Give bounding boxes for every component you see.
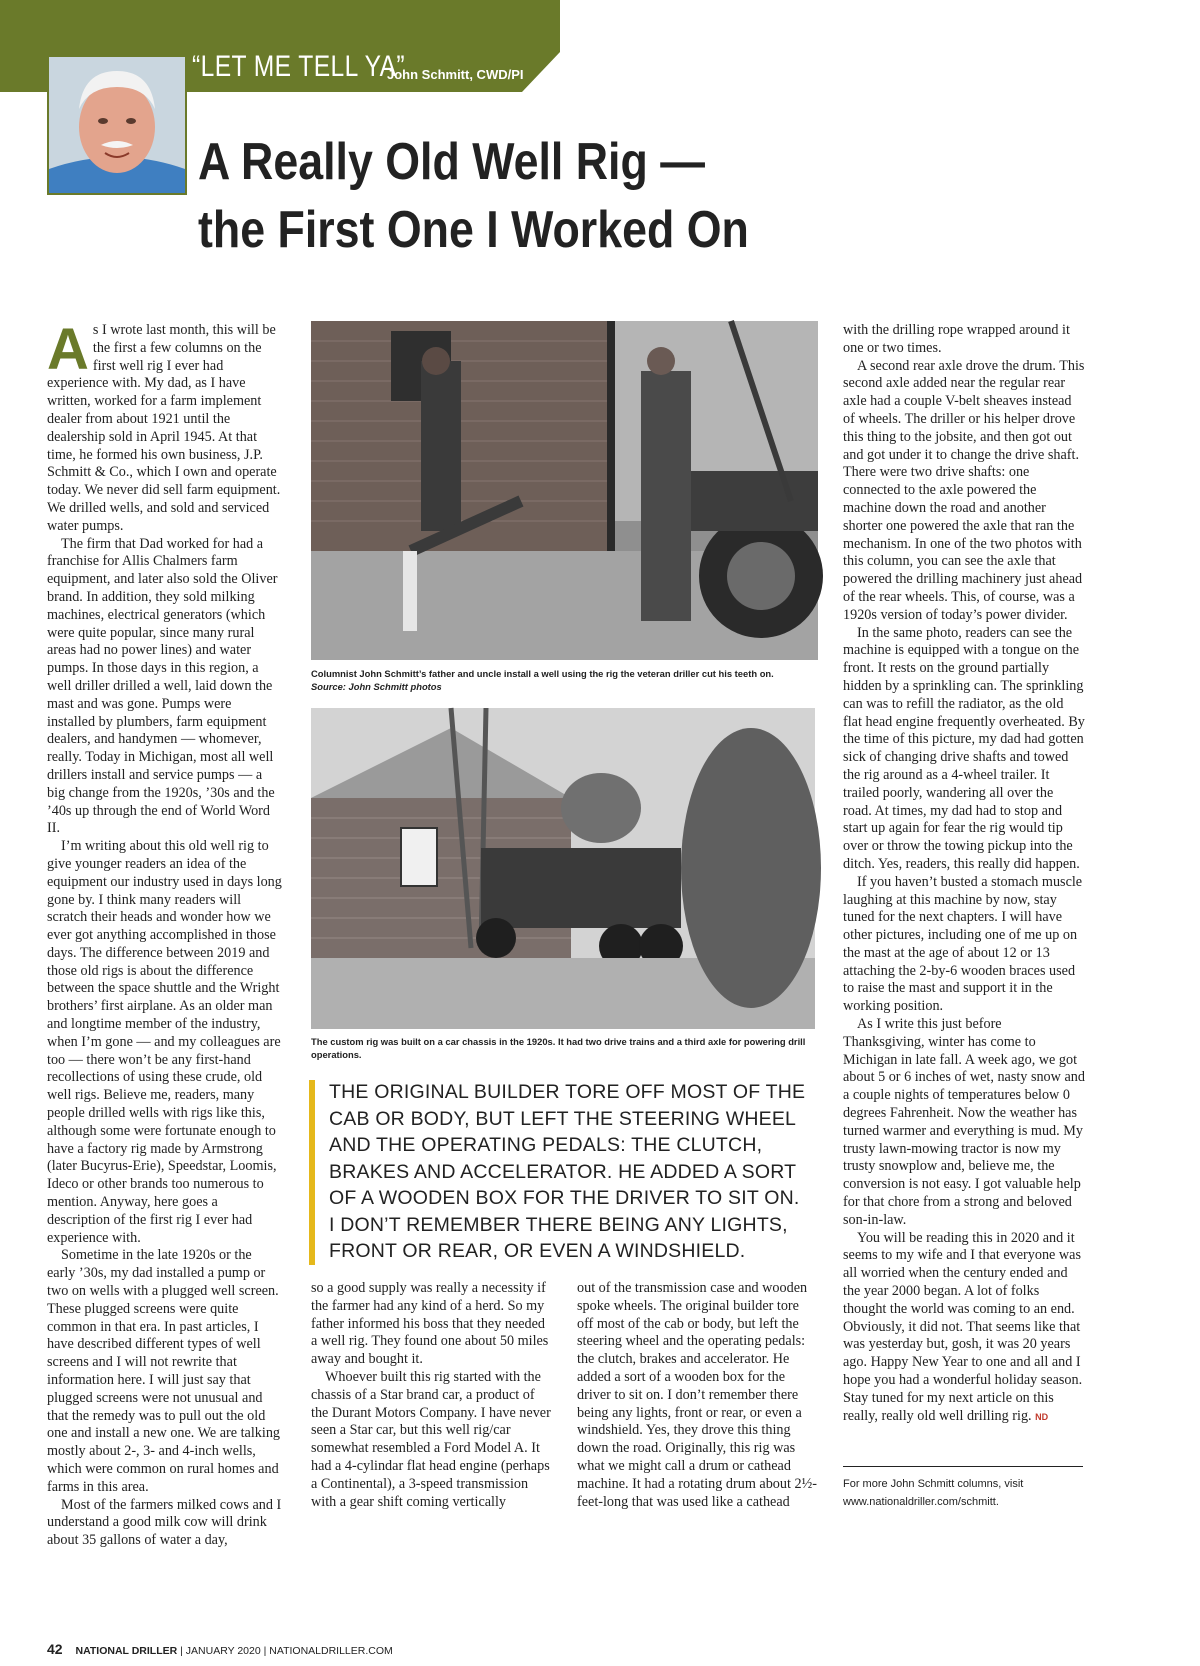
- title-line-1: A Really Old Well Rig —: [198, 133, 705, 191]
- paragraph: out of the transmission case and wooden spoke wheels. The original builder tore off most of the cab or body, but left the steering wheel and the operating pedals: the clutch, brakes and accelerator. He added a sort of a wooden box for the driver to sit on. I don’t remember there being any lights, front or rear, or even a windshield. Yes, they drove this thing down the road. Originally, this rig was what we might call a drum or cathead machine. It had a rotating drum about 2½-feet-long that was used like a cathead: [577, 1280, 817, 1510]
- publication-name: NATIONAL DRILLER: [75, 1645, 178, 1657]
- column-kicker: [192, 50, 524, 84]
- paragraph: As I wrote last month, this will be the first a few columns on the first well rig I ever had experience with. My dad, as I have written, worked for a farm implement dealer from about 1921 until the dealership sold in April 1945. At that time, he formed his own business, J.P. Schmitt & Co., which I own and operate today. We never did sell farm equipment. We drilled wells, and sold and serviced water pumps.: [47, 317, 281, 534]
- website-link[interactable]: NATIONALDRILLER.COM: [269, 1645, 393, 1657]
- photo-well-install: [311, 321, 818, 660]
- body-column-1: [47, 317, 283, 1549]
- footer-separator: |: [263, 1645, 270, 1657]
- article-title: [198, 128, 749, 264]
- pullquote: THE ORIGINAL BUILDER TORE OFF MOST OF THE CAB OR BODY, BUT LEFT THE STEERING WHEEL AND THE OPERATING PEDALS: THE CLUTCH, BRAKES AND ACCELERATOR. HE ADDED A SORT OF A WOODEN BOX FOR THE DRIVER TO SIT ON. I DON’T REMEMBER THERE BEING ANY LIGHTS, FRONT OR REAR, OR EVEN A WINDSHIELD.: [329, 1081, 806, 1262]
- photo-rig-on-car-chassis: [311, 708, 815, 1029]
- caption-text: The custom rig was built on a car chassis in the 1920s. It had two drive trains and a third axle for powering drill operations.: [311, 1036, 806, 1060]
- footer-separator: |: [180, 1645, 186, 1657]
- end-mark: ND: [1035, 1411, 1049, 1422]
- page-footer: [47, 1641, 393, 1657]
- photo-2-caption: [311, 1035, 816, 1061]
- drop-cap: A: [47, 317, 89, 382]
- pullquote-accent-bar: [309, 1080, 315, 1265]
- author-byline: John Schmitt, CWD/PI: [387, 67, 524, 82]
- column-name: “LET ME TELL YA”: [192, 50, 406, 83]
- issue-date: JANUARY 2020: [185, 1645, 261, 1657]
- author-headshot: [47, 55, 187, 195]
- title-line-2: the First One I Worked On: [198, 201, 749, 259]
- caption-text: Columnist John Schmitt’s father and uncle install a well using the rig the veteran driller cut his teeth on.: [311, 668, 774, 679]
- body-column-4: [843, 322, 1085, 1462]
- paragraph: If you haven’t busted a stomach muscle laughing at this machine by now, stay tuned for the next chapters. I will have other pictures, including one of me up on the mast at the age of about 12 or 13 attaching the 2-by-6 wooden braces used to raise the mast and support it in the working position.: [843, 873, 1083, 1015]
- photo-1-caption: [311, 667, 821, 693]
- paragraph: A second rear axle drove the drum. This second axle added near the regular rear axle had a couple V-belt sheaves instead of wheels. The driller or his helper drove this thing to the jobsite, and then got out and got under it to change the drive shaft. There were two drive shafts: one connected to the axle powered the machine down the road and another shorter one powered the axle that ran the mechanism. In one of the two photos with this column, you can see the axle that powered the drilling machinery just ahead of the rear wheels. This, of course, was a 1920s version of today’s power divider.: [843, 357, 1085, 623]
- footnote: For more John Schmitt columns, visit www.nationaldriller.com/schmitt.: [843, 1478, 1024, 1508]
- paragraph: with the drilling rope wrapped around it one or two times.: [843, 322, 1070, 356]
- paragraph: I’m writing about this old well rig to give younger readers an idea of the equipment our industry used in days long gone by. I think many readers will scratch their heads and wonder how we ever got anything accomplished in those days. The difference between 2019 and those old rigs is about the difference between the space shuttle and the Wright brothers’ first airplane. As an older man and longtime member of the industry, when I’m gone — and my colleagues are too — there won’t be any first-hand recollections of using these crude, old well rigs. Believe me, readers, many people drilled wells with rigs like this, although some were fortunate enough to have a factory rig made by Armstrong (later Bucyrus-Erie), Speedstar, Loomis, Ideco or other brands too numerous to mention. Anyway, here goes a description of the first rig I ever had experience with.: [47, 838, 282, 1246]
- paragraph: You will be reading this in 2020 and it seems to my wife and I that everyone was all worried when the century ended and the year 2000 began. A lot of folks thought the world was coming to an end. Obviously, it did not. That seems like that was yesterday but, gosh, it was 20 years ago. Happy New Year to one and all and I hope you had a wonderful holiday season. Stay tuned for my next article on this really, really old well drilling rig. ND: [843, 1229, 1083, 1424]
- body-column-2: [311, 1280, 551, 1515]
- paragraph: Most of the farmers milked cows and I understand a good milk cow will drink about 35 gallons of water a day,: [47, 1496, 282, 1549]
- paragraph: As I write this just before Thanksgiving, winter has come to Michigan in late fall. A week ago, we got about 5 or 6 inches of wet, nasty snow and a couple nights of temperatures below 0 degrees Fahrenheit. Now the weather has turned warmer and everything is mud. My trusty lawn-mowing tractor is now my trusty snowplow and, believe me, the conversion is not easy. I got valuable help for that chore from a strong and beloved son-in-law.: [843, 1016, 1085, 1228]
- footnote-rule: [843, 1466, 1083, 1467]
- body-column-3: [577, 1280, 817, 1515]
- paragraph: so a good supply was really a necessity if the farmer had any kind of a herd. So my father informed his boss that they needed a well rig. They found one about 50 miles away and bought it.: [311, 1280, 549, 1368]
- photo-credit: Source: John Schmitt photos: [311, 681, 442, 692]
- paragraph: Sometime in the late 1920s or the early ’30s, my dad installed a pump or two on wells with a plugged well screen. These plugged screens were quite common in that era. In past articles, I have described different types of well screens and I will not rewrite that information here. I will just say that plugged screens were not unusual and that the remedy was to pull out the old one and install a new one. We are talking mostly about 2-, 3- and 4-inch wells, which were common on rural homes and farms in this area.: [47, 1247, 281, 1495]
- page-number: 42: [47, 1641, 63, 1657]
- paragraph: In the same photo, readers can see the machine is equipped with a tongue on the front. It rests on the ground partially hidden by a sprinkling can. The sprinkling can was to refill the radiator, as the old flat head engine frequently overheated. By the time of this picture, my dad had gotten sick of changing drive shafts and towed the rig around as a 4-wheel trailer. It trailed poorly, wandering all over the road. At times, my dad had to stop and start up again for fear the rig would tip over or throw the towing pickup into the ditch. Yes, readers, this really did happen.: [843, 624, 1085, 872]
- paragraph: The firm that Dad worked for had a franchise for Allis Chalmers farm equipment, and later also sold the Oliver brand. In addition, they sold milking machines, electrical generators (which were quite popular, since many rural areas had no power lines) and water pumps. In those days in this region, a well driller drilled a well, laid down the mast and was gone. Pumps were installed by plumbers, farm equipment dealers, and handymen — whomever, really. Today in Michigan, most all well drillers install and service pumps — a big change from the 1920s, ’30s and the ’40s up through the end of World Word II.: [47, 535, 278, 837]
- paragraph: Whoever built this rig started with the chassis of a Star brand car, a product of the Durant Motors Company. I have never seen a Star car, but this well rig/car somewhat resembled a Ford Model A. It had a 4-cylindar flat head engine (perhaps a Continental), a 3-speed transmission with a gear shift coming vertically: [311, 1368, 551, 1510]
